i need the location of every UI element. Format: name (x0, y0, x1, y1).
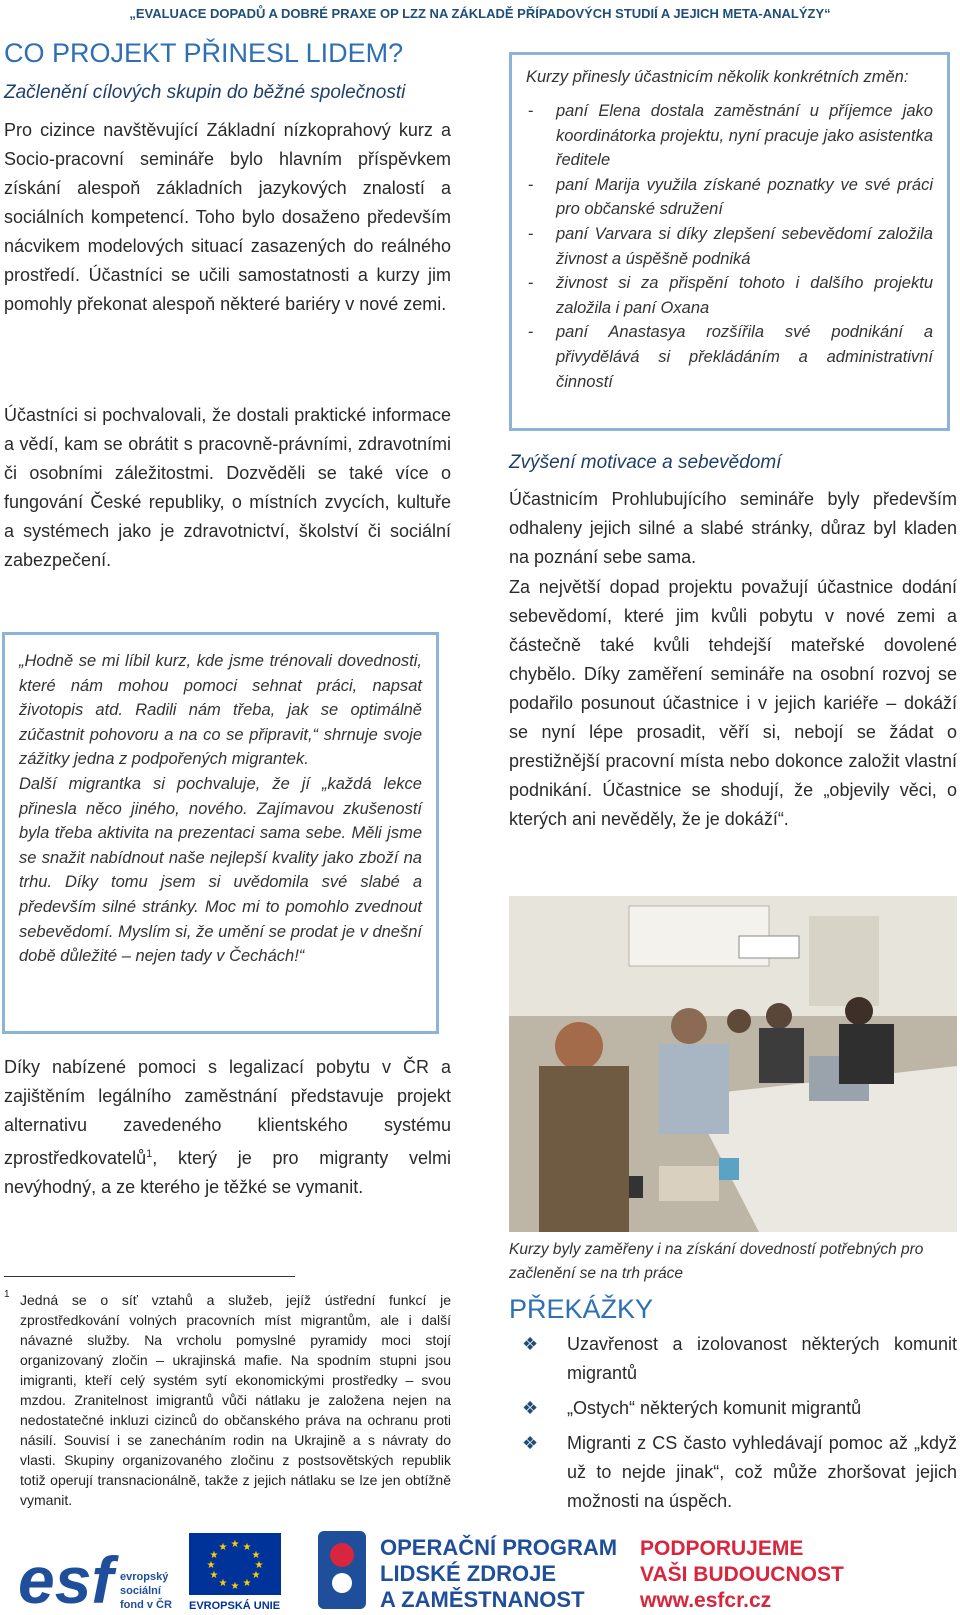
svg-text:★: ★ (218, 1578, 228, 1589)
course-changes-box (509, 52, 950, 431)
diamond-bullet-icon: ❖ (522, 1433, 539, 1453)
logo-strip (0, 1525, 960, 1615)
op-line2: LIDSKÉ ZDROJE (380, 1561, 557, 1586)
svg-text:★: ★ (242, 1542, 252, 1553)
svg-text:★: ★ (251, 1570, 261, 1581)
paragraph-2: Účastníci si pochvalovali, že dostali praktické informace a vědí, kam se obrátit s pracovně-právními, zdravotními či osobními záležitostmi. Dozvěděli se také více o fungování České republiky, o místních zvycích, kultuře a systémech jako je zdravotnictví, školství či sociální zabezpečení. (4, 405, 451, 570)
footnote-divider (4, 1276, 295, 1277)
svg-text:★: ★ (218, 1542, 228, 1553)
footnote-text: Jedná se o síť vztahů a služeb, jejíž ústřední funkcí je zprostředkování volných pracovních míst migrantům, ale i další návazné služby. Na vrcholu pomyslné pyramidy moci stojí organizovaný zločin – ukrajinská mafie. Na spodním stupni jsou imigranti, kteří celý systém sytí ekonomickými prostředky – svou mzdou. Zranitelnost imigrantů vůči nátlaku je založena nejen na nedostatečné inkluzi cizinců do občanského práva na ochranu proti násilí. Souvisí i se zanecháním rodin na Ukrajině a s návraty do vlasti. Skupiny organizovaného zločinu z postsovětských republik totiž operují transnacionálně, takže z jejich nátlaku se lze jen obtížně vymanit. (20, 1291, 451, 1508)
svg-text:★: ★ (230, 1581, 240, 1592)
classroom-photo (509, 896, 957, 1232)
svg-text:★: ★ (206, 1560, 216, 1571)
eu-label: EVROPSKÁ UNIE (189, 1600, 281, 1612)
diamond-bullet-icon: ❖ (522, 1334, 539, 1354)
list-item (520, 1394, 957, 1423)
list-item (520, 1330, 957, 1388)
esf-line1: evropský (120, 1571, 169, 1583)
testimonial-quote-2: Další migrantka si pochvaluje, že jí „každá lekce přinesla něco jiného, nového. Zajímavou zkušeností byla třeba aktivita na prezentaci sama sebe. Měli jsme se snažit nabídnout naše nejlepší kvality jako zboží na trhu. Díky tomu jsem si uvědomila své slabé a především silné stránky. Moc mi to pomohlo zvednout sebevědomí. Myslím si, že umění se prodat je v dnešní době důležité – nejen tady v Čechách!“ (19, 774, 422, 966)
paragraph-4: Účastnicím Prohlubujícího semináře byly především odhaleny jejich silné a slabé stránky, důraz byl kladen na poznání sebe sama. (509, 489, 957, 567)
document-header: „EVALUACE DOPADŮ A DOBRÉ PRAXE OP LZZ NA ZÁKLADĚ PŘÍPADOVÝCH STUDIÍ A JEJICH META-ANALÝZY“ (129, 6, 831, 21)
esf-line2: sociální (120, 1585, 161, 1597)
footnote-number: 1 (4, 1289, 10, 1300)
section-title: CO PROJEKT PŘINESL LIDEM? (4, 38, 404, 68)
footnote (4, 1285, 451, 1510)
obstacle-text: Uzavřenost a izolovanost některých komunit migrantů (567, 1334, 957, 1383)
svg-text:★: ★ (209, 1550, 219, 1561)
list-item: - paní Anastasya rozšířila své podnikání a přivydělává si překládáním a administrativní činností (526, 320, 933, 394)
op-line1: OPERAČNÍ PROGRAM (380, 1535, 618, 1560)
obstacles-title: PŘEKÁŽKY (509, 1294, 654, 1324)
list-item: - paní Marija využila získané poznatky ve své práci pro občanské sdružení (526, 173, 933, 222)
list-item: - paní Elena dostala zaměstnání u příjemce jako koordinátorka projektu, nyní pracuje jako asistentka ředitele (526, 99, 933, 173)
support-line1: PODPORUJEME (640, 1537, 804, 1560)
course-box-intro: Kurzy přinesly účastnicím několik konkrétních změn: (526, 68, 909, 86)
svg-text:esf: esf (18, 1543, 114, 1615)
course-changes-list (526, 99, 933, 394)
esf-line3: fond v ČR (120, 1599, 172, 1611)
obstacle-text: „Ostych“ některých komunit migrantů (567, 1398, 862, 1418)
paragraph-3-text-b: , který je pro migranty velmi nevýhodný, a ze kterého je těžké se vymanit. (4, 1148, 451, 1197)
svg-text:★: ★ (254, 1560, 264, 1571)
subheading-inclusion: Začlenění cílových skupin do běžné společnosti (4, 82, 406, 103)
esf-logo (14, 1529, 182, 1615)
paragraph-5: Za největší dopad projektu považují účastnice dodání sebevědomí, které jim kvůli pobytu v nové zemi a částečně také kvůli tehdejší mateřské dovolené chybělo. Díky zaměření semináře na osobní rozvoj se podařilo posunout účastnice i v jejich kariéře – dokáží se nyní lépe prosadit, věří si, nebojí se žádat o prestižnější pracovní místa nebo dokonce založit vlastní podnikání. Účastnice se shodují, že „objevily věci, o kterých ani nevěděly, že je dokáží“. (509, 577, 957, 829)
op-lzz-logo (318, 1531, 617, 1612)
svg-text:★: ★ (242, 1578, 252, 1589)
subheading-motivation: Zvýšení motivace a sebevědomí (509, 452, 782, 473)
support-line2: VAŠI BUDOUCNOST (640, 1563, 844, 1586)
diamond-bullet-icon: ❖ (522, 1398, 539, 1418)
op-line3: A ZAMĚSTNANOST (380, 1587, 585, 1612)
eu-flag-logo (189, 1533, 281, 1612)
paragraph-1: Pro cizince navštěvující Základní nízkoprahový kurz a Socio-pracovní semináře bylo hlavním příspěvkem získání alespoň základních jazykových znalostí a sociálních kompetencí. Toho bylo dosaženo především nácvikem modelových situací zasazených do reálného prostředí. Účastníci se učili samostatnosti a kurzy jim pomohly překonat alespoň některé bariéry v nové zemi. (4, 120, 451, 314)
svg-text:★: ★ (230, 1539, 240, 1550)
list-item: - paní Varvara si díky zlepšení sebevědomí založila živnost a úspěšně podniká (526, 222, 933, 271)
footnote-ref[interactable]: 1 (146, 1148, 153, 1160)
list-item: - živnost si za přispění tohoto i dalšího projektu založila i paní Oxana (526, 271, 933, 320)
paragraph-3 (4, 1053, 451, 1202)
obstacle-text: Migranti z CS často vyhledávají pomoc až „když už to nejde jinak“, což může zhoršovat jejich možnosti na úspěch. (567, 1433, 957, 1511)
support-slogan-logo (639, 1537, 844, 1612)
testimonial-box (2, 632, 439, 1034)
photo-caption: Kurzy byly zaměřeny i na získání dovedností potřebných pro začlenění se na trh práce (509, 1241, 924, 1282)
support-line3: www.esfcr.cz (640, 1589, 772, 1612)
obstacles-list (520, 1330, 957, 1522)
svg-text:★: ★ (209, 1570, 219, 1581)
svg-text:★: ★ (251, 1550, 261, 1561)
paragraph-3-text-a: Díky nabízené pomoci s legalizací pobytu v ČR a zajištěním legálního zaměstnání představuje projekt alternativu zavedeného klientského systému zprostředkovatelů (4, 1057, 451, 1168)
list-item (520, 1429, 957, 1516)
testimonial-quote-1: „Hodně se mi líbil kurz, kde jsme trénovali dovednosti, které nám mohou pomoci sehnat práci, napsat životopis atd. Radili nám třeba, jak se optimálně zúčastnit pohovoru a na co se připravit,“ shrnuje svoje zážitky jedna z podpořených migrantek. (19, 652, 422, 769)
